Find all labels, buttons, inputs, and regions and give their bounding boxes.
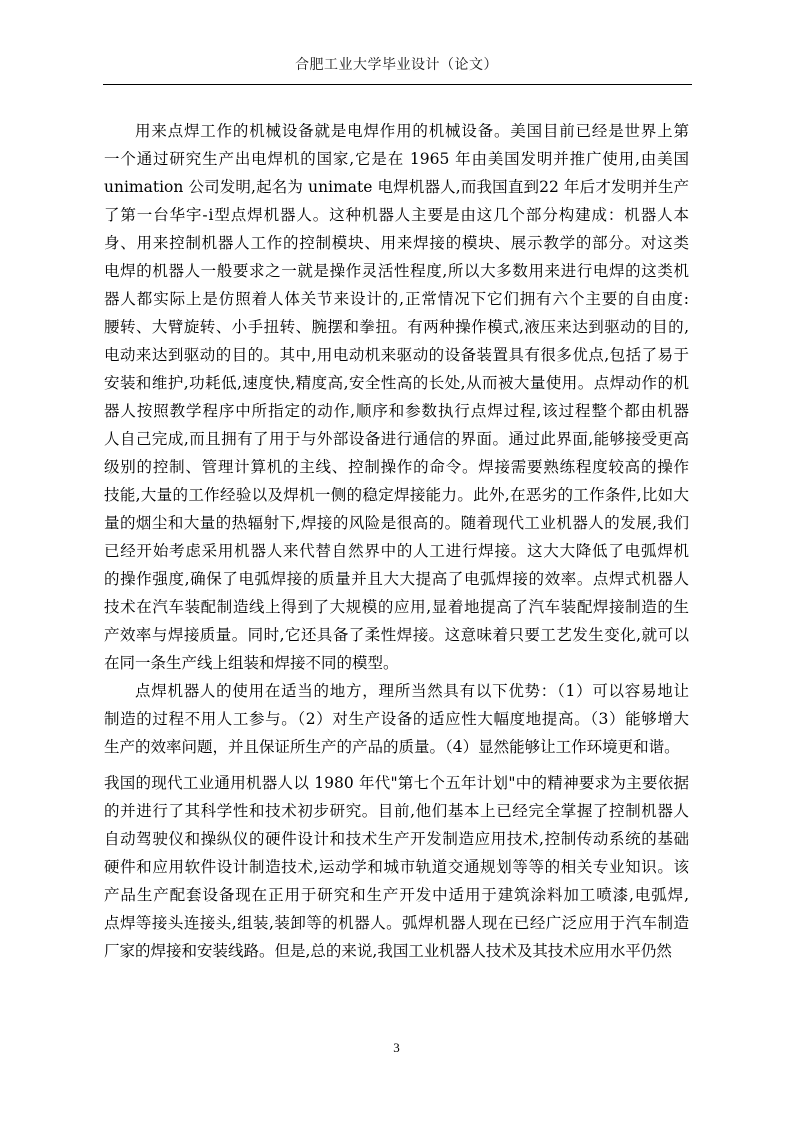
paragraph-gap <box>104 761 689 769</box>
text-line: 已经开始考虑采用机器人来代替自然界中的人工进行焊接。这大大降低了电弧焊机 <box>104 542 689 560</box>
text-line: 产效率与焊接质量。同时,它还具备了柔性焊接。这意味着只要工艺发生变化,就可以 <box>104 626 689 644</box>
text-line: 用来点焊工作的机械设备就是电焊作用的机械设备。美国目前已经是世界上第 <box>135 122 689 140</box>
text-line: 级别的控制、管理计算机的主线、控制操作的命令。焊接需要熟练程度较高的操作 <box>104 458 689 476</box>
text-line: 产品生产配套设备现在正用于研究和生产开发中适用于建筑涂料加工喷漆,电弧焊, <box>104 886 689 904</box>
text-line: 腰转、大臂旋转、小手扭转、腕摆和拳扭。有两种操作模式,液压来达到驱动的目的, <box>104 318 689 336</box>
text-line: 点焊机器人的使用在适当的地方，理所当然具有以下优势：（1）可以容易地让 <box>135 682 689 700</box>
text-line: 器人都实际上是仿照着人体关节来设计的,正常情况下它们拥有六个主要的自由度: <box>104 290 689 308</box>
paragraph <box>104 769 689 965</box>
body-text <box>104 117 689 965</box>
text-line: 电焊的机器人一般要求之一就是操作灵活性程度,所以大多数用来进行电焊的这类机 <box>104 262 689 280</box>
text-line: 了第一台华宇-ⅰ型点焊机器人。这种机器人主要是由这几个部分构建成：机器人本 <box>104 206 689 224</box>
paragraph <box>104 117 689 677</box>
text-line: 技术在汽车装配制造线上得到了大规模的应用,显着地提高了汽车装配焊接制造的生 <box>104 598 689 616</box>
text-line: 器人按照教学程序中所指定的动作,顺序和参数执行点焊过程,该过程整个都由机器 <box>104 402 689 420</box>
text-line: 点焊等接头连接头,组装,装卸等的机器人。弧焊机器人现在已经广泛应用于汽车制造 <box>104 914 689 932</box>
text-line: 我国的现代工业通用机器人以 1980 年代"第七个五年计划"中的精神要求为主要依据 <box>104 774 689 792</box>
text-line: 身、用来控制机器人工作的控制模块、用来焊接的模块、展示教学的部分。对这类 <box>104 234 689 252</box>
text-line: 技能,大量的工作经验以及焊机一侧的稳定焊接能力。此外,在恶劣的工作条件,比如大 <box>104 486 689 504</box>
text-line: 的并进行了其科学性和技术初步研究。目前,他们基本上已经完全掌握了控制机器人 <box>104 802 689 820</box>
text-line: 自动驾驶仪和操纵仪的硬件设计和技术生产开发制造应用技术,控制传动系统的基础 <box>104 830 689 848</box>
paragraph <box>104 677 689 761</box>
text-line: 人自己完成,而且拥有了用于与外部设备进行通信的界面。通过此界面,能够接受更高 <box>104 430 689 448</box>
text-line: 制造的过程不用人工参与。（2）对生产设备的适应性大幅度地提高。（3）能够增大 <box>104 710 689 728</box>
text-line: 厂家的焊接和安装线路。但是,总的来说,我国工业机器人技术及其技术应用水平仍然 <box>104 942 672 960</box>
page-number: 3 <box>393 1040 400 1055</box>
text-line: 电动来达到驱动的目的。其中,用电动机来驱动的设备装置具有很多优点,包括了易于 <box>104 346 689 364</box>
text-line: 的操作强度,确保了电弧焊接的质量并且大大提高了电弧焊接的效率。点焊式机器人 <box>104 570 689 588</box>
header-rule <box>103 84 692 85</box>
text-line: 安装和维护,功耗低,速度快,精度高,安全性高的长处,从而被大量使用。点焊动作的机 <box>104 374 689 392</box>
text-line: 硬件和应用软件设计制造技术,运动学和城市轨道交通规划等等的相关专业知识。该 <box>104 858 689 876</box>
text-line: 量的烟尘和大量的热辐射下,焊接的风险是很高的。随着现代工业机器人的发展,我们 <box>104 514 689 532</box>
text-line: 一个通过研究生产出电焊机的国家,它是在 1965 年由美国发明并推广使用,由美国 <box>104 150 689 168</box>
text-line: 在同一条生产线上组装和焊接不同的模型。 <box>104 654 399 672</box>
text-line: unimation 公司发明,起名为 unimate 电焊机器人,而我国直到22 年后才发明并生产 <box>104 178 689 196</box>
text-line: 生产的效率问题，并且保证所生产的产品的质量。（4）显然能够让工作环境更和谐。 <box>104 738 680 756</box>
page-header-title: 合肥工业大学毕业设计（论文） <box>295 57 498 73</box>
